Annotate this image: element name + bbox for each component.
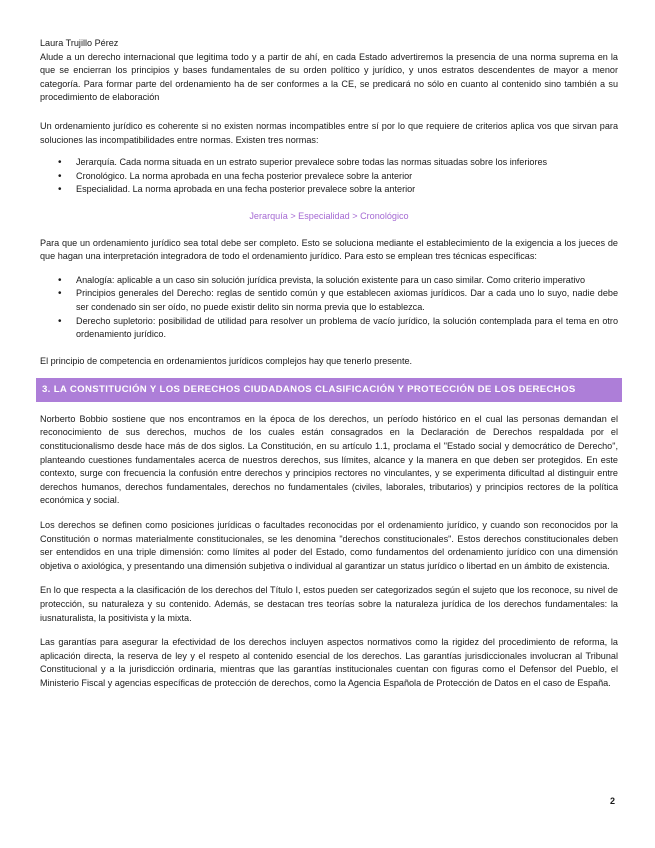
body-paragraph: Norberto Bobbio sostiene que nos encontramos en la época de los derechos, un período histórico en el cual las personas demandan el reconocimiento de sus derechos, muchos de los cuales están consagrados en la Declaración de Derechos respaldada por el constitucionalismo desde hace más de dos siglos. La Constitución, en su artículo 1.1, proclama el "Estado social y democrático de Derecho", planteando cuestiones fundamentales acerca de nuestros derechos, sus límites, alcance y la manera en que deben ser protegidos. En este contexto, surge con frecuencia la confusión entre derechos y principios rectores no vinculantes, y se experimenta dificultad al distinguir entre derechos humanos, derechos fundamentales, derechos no fundamentales (civiles, laborales, tributarios) y principios rectores de la política económica y social.: [40, 413, 618, 506]
section-heading: 3. LA CONSTITUCIÓN Y LOS DERECHOS CIUDADANOS CLASIFICACIÓN Y PROTECCIÓN DE LOS DERECHOS: [36, 378, 622, 402]
intro-paragraph: Alude a un derecho internacional que legitima todo y a partir de ahí, en cada Estado advertiremos la presencia de una norma suprema en la que se encierran los principios y bases fundamentales de su orden político y jurídico, y unos estratos descendentes de mayor a menor categoría. Para formar parte del ordenamiento ha de ser conformes a la CE, se predicará no sólo en cuanto al contenido sino también a su procedimiento de elaboración: [40, 51, 618, 103]
coherence-paragraph: Un ordenamiento jurídico es coherente si no existen normas incompatibles entre sí por lo que requiere de criterios aplica vos que sirvan para soluciones las incompatibilidades entre normas. Existen tres normas:: [40, 120, 618, 145]
list-item: • Principios generales del Derecho: reglas de sentido común y que establecen axiomas jurídicos. Dar a cada uno lo suyo, nadie debe ser condenado sin ser oído, no puede existir delito sin norma previa que lo establezca.: [76, 287, 618, 314]
page-content: [40, 37, 618, 691]
hierarchy-line: Jerarquía > Especialidad > Cronológico: [249, 210, 409, 221]
body-paragraph: Las garantías para asegurar la efectividad de los derechos incluyen aspectos normativos como la rigidez del procedimiento de reforma, la aplicación directa, la reserva de ley y el respeto al contenido esencial de los derechos. Las garantías jurisdiccionales involucran al Tribunal Constitucional y a la jurisdicción ordinaria, mientras que las garantías institucionales cuentan con figuras como el Defensor del Pueblo, el Ministerio Fiscal y agencias específicas de protección de derechos, como la Agencia Española de Protección de Datos en el caso de España.: [40, 637, 618, 688]
body-paragraph: Los derechos se definen como posiciones jurídicas o facultades reconocidas por el ordenamiento jurídico, y cuando son reconocidos por la Constitución o normas materialmente constitucionales, se les denomina "derechos constitucionales". Estos derechos constitucionales deben ser entendidos en una triple dimensión: como límites al poder del Estado, como fundamentos del ordenamiento jurídico con una dimensión objetiva o axiológica, y presentando una dimensión subjetiva o individual al garantizar un status jurídico o libertad en un ámbito de existencia.: [40, 520, 618, 571]
completeness-paragraph: Para que un ordenamiento jurídico sea total debe ser completo. Esto se soluciona mediante el establecimiento de la exigencia a los jueces de que hagan una interpretación integradora de todo el ordenamiento jurídico. Para esto se emplean tres técnicas específicas:: [40, 237, 618, 262]
list-item: • Jerarquía. Cada norma situada en un estrato superior prevalece sobre todas las normas situadas sobre los inferiores: [76, 156, 618, 170]
body-paragraph: En lo que respecta a la clasificación de los derechos del Título I, estos pueden ser categorizados según el sujeto que los reconoce, su nivel de protección, su naturaleza y su contenido. Además, se destacan tres teorías sobre la naturaleza jurídica de los derechos fundamentales: la iusnaturalista, la positivista y la mixta.: [40, 585, 618, 623]
techniques-list: [40, 274, 618, 342]
list-item: • Derecho supletorio: posibilidad de utilidad para resolver un problema de vacío jurídico, la solución contemplada para el tema en otro ordenamiento jurídico.: [76, 315, 618, 342]
criteria-list: [40, 156, 618, 197]
page-number: 2: [610, 796, 616, 806]
author-name: Laura Trujillo Pérez: [40, 38, 119, 48]
list-item: • Analogía: aplicable a un caso sin solución jurídica prevista, la solución existente para un caso similar. Como criterio imperativo: [76, 274, 618, 288]
list-item: • Especialidad. La norma aprobada en una fecha posterior prevalece sobre la anterior: [76, 183, 618, 197]
list-item: • Cronológico. La norma aprobada en una fecha posterior prevalece sobre la anterior: [76, 170, 618, 184]
competence-paragraph: El principio de competencia en ordenamientos jurídicos complejos hay que tenerlo presente.: [40, 355, 413, 366]
